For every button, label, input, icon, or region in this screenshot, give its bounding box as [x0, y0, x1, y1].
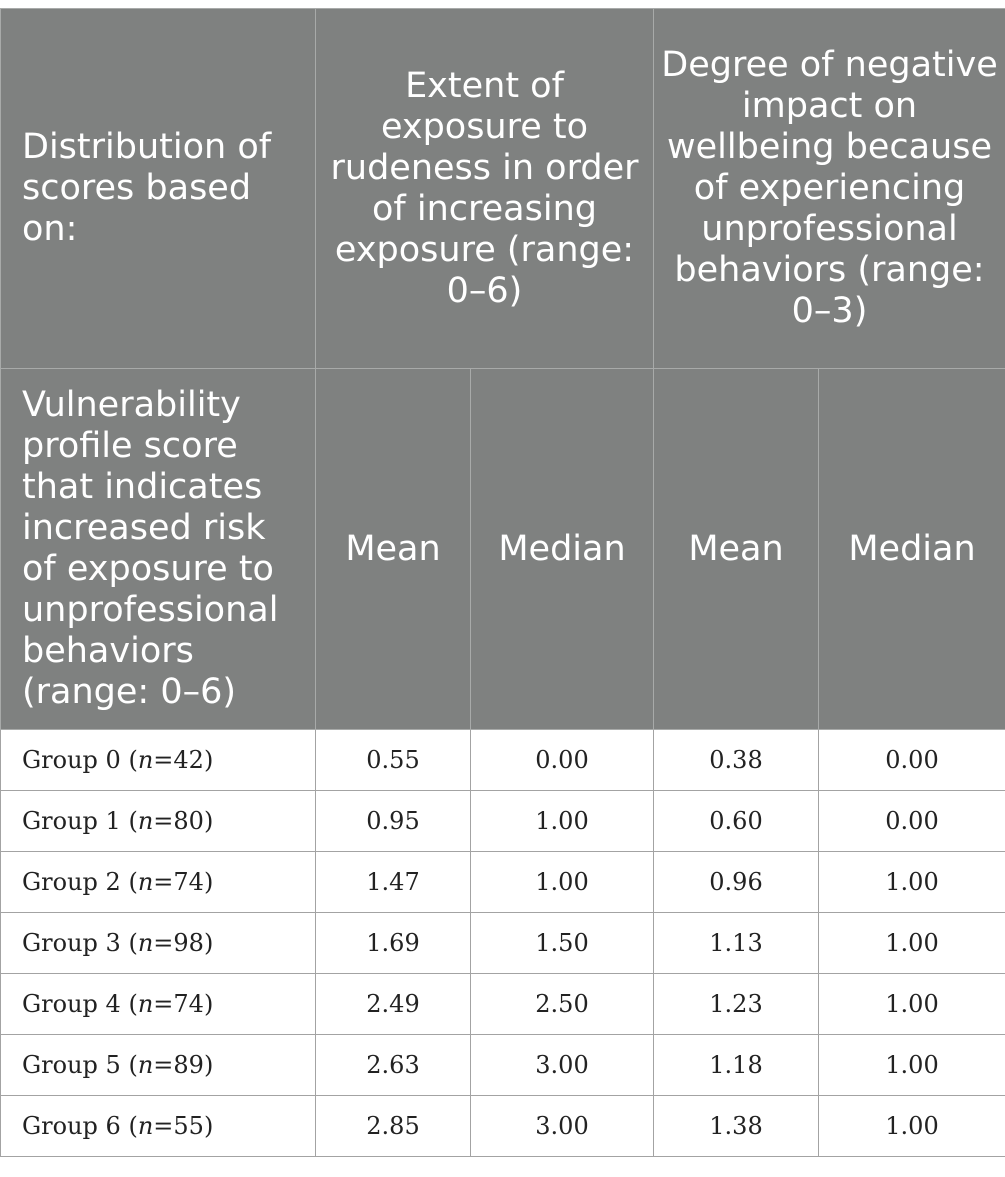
impact-mean-cell: 0.96 — [654, 852, 819, 913]
exposure-mean-cell: 1.47 — [316, 852, 471, 913]
n-variable: n — [137, 807, 154, 835]
exposure-median-cell: 3.00 — [471, 1035, 654, 1096]
impact-mean-cell: 0.38 — [654, 730, 819, 791]
impact-mean-cell: 1.18 — [654, 1035, 819, 1096]
vulnerability-header: Vulnerability profile score that indicates increased risk of exposure to unprofessional behaviors (range: 0–6) — [1, 369, 316, 730]
n-value: 74 — [173, 990, 204, 1018]
impact-mean-cell: 0.60 — [654, 791, 819, 852]
exposure-mean-cell: 2.63 — [316, 1035, 471, 1096]
impact-mean-cell: 1.23 — [654, 974, 819, 1035]
group-cell: Group 1 (n=80) — [1, 791, 316, 852]
impact-median-cell: 1.00 — [819, 1096, 1005, 1157]
header-row-1 — [1, 9, 1005, 369]
table-row — [1, 791, 1005, 852]
table-body — [1, 730, 1005, 1157]
n-variable: n — [137, 1051, 154, 1079]
group-cell: Group 5 (n=89) — [1, 1035, 316, 1096]
table-row — [1, 1096, 1005, 1157]
impact-median-cell: 0.00 — [819, 791, 1005, 852]
group-label: Group 0 — [22, 746, 121, 774]
impact-median-header: Median — [819, 369, 1005, 730]
exposure-median-cell: 1.00 — [471, 791, 654, 852]
exposure-mean-cell: 0.55 — [316, 730, 471, 791]
exposure-median-cell: 1.00 — [471, 852, 654, 913]
group-label: Group 5 — [22, 1051, 121, 1079]
n-value: 74 — [173, 868, 204, 896]
n-variable: n — [137, 868, 154, 896]
n-variable: n — [137, 929, 154, 957]
group-cell: Group 3 (n=98) — [1, 913, 316, 974]
group-label: Group 6 — [22, 1112, 121, 1140]
impact-median-cell: 1.00 — [819, 852, 1005, 913]
exposure-median-cell: 2.50 — [471, 974, 654, 1035]
header-row-2 — [1, 369, 1005, 730]
exposure-header: Extent of exposure to rudeness in order of increasing exposure (range: 0–6) — [316, 9, 654, 369]
table-header — [1, 9, 1005, 730]
group-label: Group 4 — [22, 990, 121, 1018]
exposure-mean-cell: 2.49 — [316, 974, 471, 1035]
impact-mean-cell: 1.13 — [654, 913, 819, 974]
exposure-median-cell: 0.00 — [471, 730, 654, 791]
distribution-header: Distribution of scores based on: — [1, 9, 316, 369]
group-cell: Group 0 (n=42) — [1, 730, 316, 791]
exposure-mean-cell: 1.69 — [316, 913, 471, 974]
group-cell: Group 4 (n=74) — [1, 974, 316, 1035]
exposure-median-header: Median — [471, 369, 654, 730]
table-row — [1, 1035, 1005, 1096]
n-value: 89 — [173, 1051, 204, 1079]
exposure-mean-header: Mean — [316, 369, 471, 730]
table-row — [1, 974, 1005, 1035]
n-value: 98 — [173, 929, 204, 957]
group-cell: Group 2 (n=74) — [1, 852, 316, 913]
exposure-mean-cell: 0.95 — [316, 791, 471, 852]
impact-mean-header: Mean — [654, 369, 819, 730]
impact-median-cell: 1.00 — [819, 1035, 1005, 1096]
impact-median-cell: 1.00 — [819, 913, 1005, 974]
impact-mean-cell: 1.38 — [654, 1096, 819, 1157]
impact-header: Degree of negative impact on wellbeing because of experiencing unprofessional behaviors (range: 0–3) — [654, 9, 1005, 369]
results-table — [0, 8, 1005, 1157]
impact-median-cell: 0.00 — [819, 730, 1005, 791]
n-value: 55 — [173, 1112, 204, 1140]
exposure-median-cell: 1.50 — [471, 913, 654, 974]
group-label: Group 2 — [22, 868, 121, 896]
exposure-mean-cell: 2.85 — [316, 1096, 471, 1157]
group-label: Group 3 — [22, 929, 121, 957]
n-variable: n — [137, 746, 154, 774]
exposure-median-cell: 3.00 — [471, 1096, 654, 1157]
group-cell: Group 6 (n=55) — [1, 1096, 316, 1157]
table-row — [1, 913, 1005, 974]
table-row — [1, 852, 1005, 913]
impact-median-cell: 1.00 — [819, 974, 1005, 1035]
group-label: Group 1 — [22, 807, 121, 835]
n-variable: n — [137, 1112, 154, 1140]
n-variable: n — [137, 990, 154, 1018]
table-row — [1, 730, 1005, 791]
n-value: 42 — [173, 746, 204, 774]
n-value: 80 — [173, 807, 204, 835]
